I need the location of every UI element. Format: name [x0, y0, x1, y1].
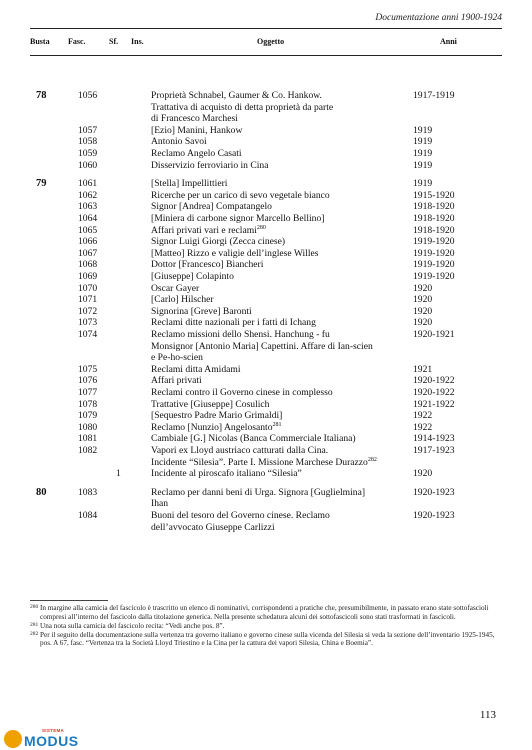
oggetto-cell	[151, 317, 316, 329]
oggetto-cell	[151, 248, 319, 260]
oggetto-cell	[151, 283, 199, 295]
oggetto-line	[151, 248, 319, 260]
oggetto-text: [Miniera di carbone signor Marcello Bellino]	[151, 213, 325, 224]
oggetto-cell	[151, 294, 214, 306]
anni-cell: 1918-1920	[413, 201, 455, 213]
oggetto-cell	[151, 259, 263, 271]
oggetto-cell	[151, 306, 252, 318]
oggetto-line	[151, 352, 373, 364]
anni-cell: 1920-1921	[413, 329, 455, 340]
oggetto-text: Reclamo missioni dello Shensi. Hanchung - fu	[151, 329, 330, 340]
oggetto-text: Reclami contro il Governo cinese in complesso	[151, 387, 333, 398]
oggetto-line	[151, 445, 377, 457]
modus-logo	[2, 728, 82, 750]
oggetto-line	[151, 271, 234, 283]
oggetto-line	[151, 160, 269, 172]
oggetto-cell	[151, 468, 302, 480]
fasc-cell: 1062	[78, 189, 98, 201]
oggetto-cell	[151, 329, 373, 364]
oggetto-line	[151, 178, 227, 190]
fasc-cell: 1084	[78, 510, 98, 521]
fasc-cell: 1071	[78, 294, 98, 306]
oggetto-line	[151, 225, 266, 237]
anni-cell: 1920	[413, 317, 433, 329]
oggetto-cell	[151, 225, 266, 237]
anni-cell: 1919-1920	[413, 236, 455, 248]
footnote	[30, 604, 502, 621]
oggetto-text: Proprietà Schnabel, Gaumer & Co. Hankow.	[151, 90, 322, 101]
anni-cell: 1919	[413, 148, 433, 159]
anni-cell: 1917-1919	[413, 90, 455, 101]
oggetto-text: Reclamo per danni beni di Urga. Signora [Guglielmina]	[151, 486, 366, 498]
oggetto-line	[151, 236, 285, 248]
fasc-cell: 1069	[78, 271, 98, 282]
oggetto-text: Antonio Savoi	[151, 136, 207, 148]
oggetto-line	[151, 90, 333, 102]
oggetto-text: Cambiale [G.] Nicolas (Banca Commerciale Italiana)	[151, 433, 356, 445]
oggetto-text: Signorina [Greve] Baronti	[151, 305, 252, 317]
oggetto-cell	[151, 148, 242, 160]
oggetto-line	[151, 294, 214, 306]
footnote-text: Per il seguito della documentazione sulla vertenza tra governo italiano e governo cinese sulla vicenda del Silesia si veda la sezione dell’inventario 1925-1945, pos. A 67, fasc. “Vertenza tra la Società Lloyd Triestino e la Cina per la cattura dei vapori Silesia, China e Boemia”.	[40, 630, 495, 648]
oggetto-text: Dottor [Francesco] Biancheri	[151, 259, 264, 271]
fasc-cell: 1068	[78, 259, 98, 271]
anni-cell: 1915-1920	[413, 189, 455, 201]
oggetto-cell	[151, 364, 241, 376]
fasc-cell: 1082	[78, 445, 98, 456]
anni-cell: 1918-1920	[413, 213, 455, 224]
fasc-cell: 1067	[78, 247, 98, 259]
fasc-cell: 1063	[78, 201, 98, 213]
busta-cell: 79	[36, 178, 47, 190]
oggetto-cell	[151, 375, 202, 387]
oggetto-text: Trattativa di acquisto di detta proprietà da parte	[151, 101, 334, 113]
anni-cell: 1919	[413, 136, 433, 148]
oggetto-text: [Stella] Impellittieri	[151, 178, 228, 190]
oggetto-line	[151, 387, 333, 399]
oggetto-text: Monsignor [Antonio Maria] Capettini. Affare di Ian-scien	[151, 340, 373, 352]
anni-cell: 1919	[413, 159, 433, 171]
fasc-cell: 1076	[78, 375, 98, 387]
oggetto-text: Affari privati	[151, 375, 202, 387]
oggetto-cell	[151, 422, 282, 434]
anni-cell: 1914-1923	[413, 433, 455, 445]
oggetto-line	[151, 148, 242, 160]
footnote-ref: 280	[256, 224, 266, 231]
oggetto-cell	[151, 201, 272, 213]
oggetto-line	[151, 113, 333, 125]
anni-cell: 1920	[413, 468, 433, 480]
oggetto-text: Ricerche per un carico di sevo vegetale bianco	[151, 189, 330, 201]
fasc-cell: 1058	[78, 136, 98, 148]
oggetto-line	[151, 329, 373, 341]
anni-cell: 1919	[413, 124, 433, 136]
oggetto-cell	[151, 387, 333, 399]
oggetto-line	[151, 433, 356, 445]
anni-cell: 1922	[413, 410, 433, 422]
anni-cell: 1920	[413, 305, 433, 317]
oggetto-text: Oscar Gayer	[151, 282, 200, 294]
oggetto-text: Reclamo [Nunzio] Angelosanto	[151, 421, 273, 433]
fasc-cell: 1080	[78, 421, 98, 433]
oggetto-line	[151, 317, 316, 329]
col-oggetto: Oggetto	[257, 37, 285, 46]
oggetto-text: e Pe-ho-scien	[151, 352, 203, 364]
oggetto-line	[151, 364, 241, 376]
oggetto-cell	[151, 236, 285, 248]
oggetto-line	[151, 125, 242, 137]
oggetto-line	[151, 136, 207, 148]
anni-cell: 1919-1920	[413, 247, 455, 259]
oggetto-text: Trattative [Giuseppe] Cosulich	[151, 398, 270, 410]
busta-cell: 80	[36, 486, 47, 498]
col-sf: Sf.	[109, 37, 119, 46]
oggetto-cell	[151, 125, 242, 137]
anni-cell: 1920	[413, 294, 433, 306]
oggetto-line	[151, 522, 330, 534]
fasc-cell: 1081	[78, 433, 98, 445]
fasc-cell: 1060	[78, 159, 98, 171]
sf-cell: 1	[116, 468, 121, 480]
anni-cell: 1920-1923	[413, 510, 455, 521]
footnotes	[30, 604, 502, 648]
anni-cell: 1922	[413, 421, 433, 433]
oggetto-text: Ihan	[151, 498, 169, 510]
oggetto-text: di Francesco Marchesi	[151, 113, 238, 125]
col-fasc: Fasc.	[68, 37, 86, 46]
oggetto-text: [Giuseppe] Colapinto	[151, 271, 234, 282]
anni-cell: 1920-1923	[413, 486, 455, 498]
oggetto-text: Vapori ex Lloyd austriaco catturati dalla Cina.	[151, 445, 329, 456]
anni-cell: 1917-1923	[413, 445, 455, 456]
fasc-cell: 1077	[78, 387, 98, 398]
oggetto-line	[151, 410, 282, 422]
fasc-cell: 1061	[78, 178, 98, 190]
oggetto-line	[151, 487, 365, 499]
oggetto-line	[151, 510, 330, 522]
col-anni: Anni	[440, 37, 457, 46]
footnote-number: 282	[30, 630, 39, 637]
oggetto-line	[151, 201, 272, 213]
logo-text: MODUS	[24, 733, 79, 749]
oggetto-text: Reclami ditte nazionali per i fatti di Ichang	[151, 317, 316, 329]
oggetto-line	[151, 399, 269, 411]
fasc-cell: 1065	[78, 224, 98, 236]
oggetto-cell	[151, 271, 234, 283]
fasc-cell: 1056	[78, 90, 98, 101]
oggetto-line	[151, 213, 324, 225]
oggetto-text: [Sequestro Padre Mario Grimaldi]	[151, 410, 283, 422]
oggetto-text: dell’avvocato Giuseppe Carlizzi	[151, 521, 275, 533]
oggetto-cell	[151, 433, 356, 445]
oggetto-cell	[151, 410, 282, 422]
fasc-cell: 1074	[78, 329, 98, 340]
footnote-rule	[30, 600, 108, 601]
fasc-cell: 1072	[78, 305, 98, 317]
footnote	[30, 622, 502, 631]
oggetto-line	[151, 102, 333, 114]
oggetto-text: [Matteo] Rizzo e valigie dell’inglese Willes	[151, 247, 319, 259]
oggetto-text: Disservizio ferroviario in Cina	[151, 159, 269, 171]
oggetto-text: Signor [Andrea] Compatangelo	[151, 201, 272, 213]
fasc-cell: 1064	[78, 213, 98, 224]
footnote-text: Una nota sulla camicia del fascicolo recita: “Vedi anche pos. 8”.	[40, 621, 225, 630]
oggetto-cell	[151, 213, 324, 225]
fasc-cell: 1059	[78, 148, 98, 159]
col-busta: Busta	[30, 37, 50, 46]
oggetto-cell	[151, 160, 269, 172]
fasc-cell: 1066	[78, 236, 98, 248]
oggetto-line	[151, 259, 263, 271]
footnote-ref: 281	[272, 421, 282, 428]
footnote-number: 281	[30, 621, 39, 628]
fasc-cell: 1070	[78, 282, 98, 294]
footnote	[30, 631, 502, 648]
anni-cell: 1919-1920	[413, 259, 455, 271]
col-ins: Ins.	[131, 37, 144, 46]
oggetto-cell	[151, 190, 330, 202]
anni-cell: 1920-1922	[413, 387, 455, 398]
oggetto-text: Reclami ditta Amidami	[151, 363, 241, 375]
fasc-cell: 1073	[78, 317, 98, 329]
oggetto-cell	[151, 445, 377, 468]
fasc-cell: 1083	[78, 486, 98, 498]
oggetto-line	[151, 283, 199, 295]
anni-cell: 1921-1922	[413, 398, 455, 410]
oggetto-line	[151, 457, 377, 469]
anni-cell: 1921	[413, 363, 433, 375]
anni-cell: 1920-1922	[413, 375, 455, 387]
oggetto-cell	[151, 487, 365, 510]
logo-mark-icon	[4, 730, 22, 748]
logo-small-text: SISTEMA	[42, 728, 65, 733]
oggetto-text: Affari privati vari e reclami	[151, 224, 257, 236]
fasc-cell: 1079	[78, 410, 98, 422]
oggetto-text: Buoni del tesoro del Governo cinese. Reclamo	[151, 510, 330, 521]
oggetto-cell	[151, 399, 269, 411]
footnote-ref: 282	[367, 456, 377, 463]
oggetto-text: [Carlo] Hilscher	[151, 294, 214, 306]
oggetto-line	[151, 190, 330, 202]
oggetto-line	[151, 341, 373, 353]
oggetto-cell	[151, 136, 207, 148]
fasc-cell: 1078	[78, 398, 98, 410]
busta-cell: 78	[36, 90, 47, 101]
footnote-number: 280	[30, 604, 39, 610]
footnote-text: In margine alla camicia del fascicolo è trascritto un elenco di nominativi, corrispondenti a pratiche che, presumibilmente, in passato erano state sottofascioli compresi all’interno del fascicolo dalla titolazione generica. Nella presente schedatura alcuni dei sottofascicoli sono stati trasformati in fascicoli.	[40, 604, 489, 621]
anni-cell: 1918-1920	[413, 224, 455, 236]
oggetto-text: Signor Luigi Giorgi (Zecca cinese)	[151, 236, 286, 248]
page-number: 113	[479, 709, 496, 721]
anni-cell: 1919	[413, 178, 433, 190]
fasc-cell: 1075	[78, 363, 98, 375]
oggetto-line	[151, 306, 252, 318]
anni-cell: 1919-1920	[413, 271, 455, 282]
oggetto-text: Incidente “Silesia”. Parte I. Missione Marchese Durazzo	[151, 456, 368, 468]
oggetto-text: Incidente al piroscafo italiano “Silesia”	[151, 468, 302, 480]
oggetto-cell	[151, 510, 330, 533]
oggetto-line	[151, 498, 365, 510]
oggetto-line	[151, 375, 202, 387]
fasc-cell: 1057	[78, 124, 98, 136]
oggetto-text: [Ezio] Manini, Hankow	[151, 124, 243, 136]
oggetto-text: Reclamo Angelo Casati	[151, 148, 242, 159]
oggetto-cell	[151, 178, 227, 190]
oggetto-line	[151, 422, 282, 434]
oggetto-cell	[151, 90, 333, 125]
oggetto-line	[151, 468, 302, 480]
running-head: Documentazione anni 1900-1924	[375, 13, 502, 23]
anni-cell: 1920	[413, 282, 433, 294]
